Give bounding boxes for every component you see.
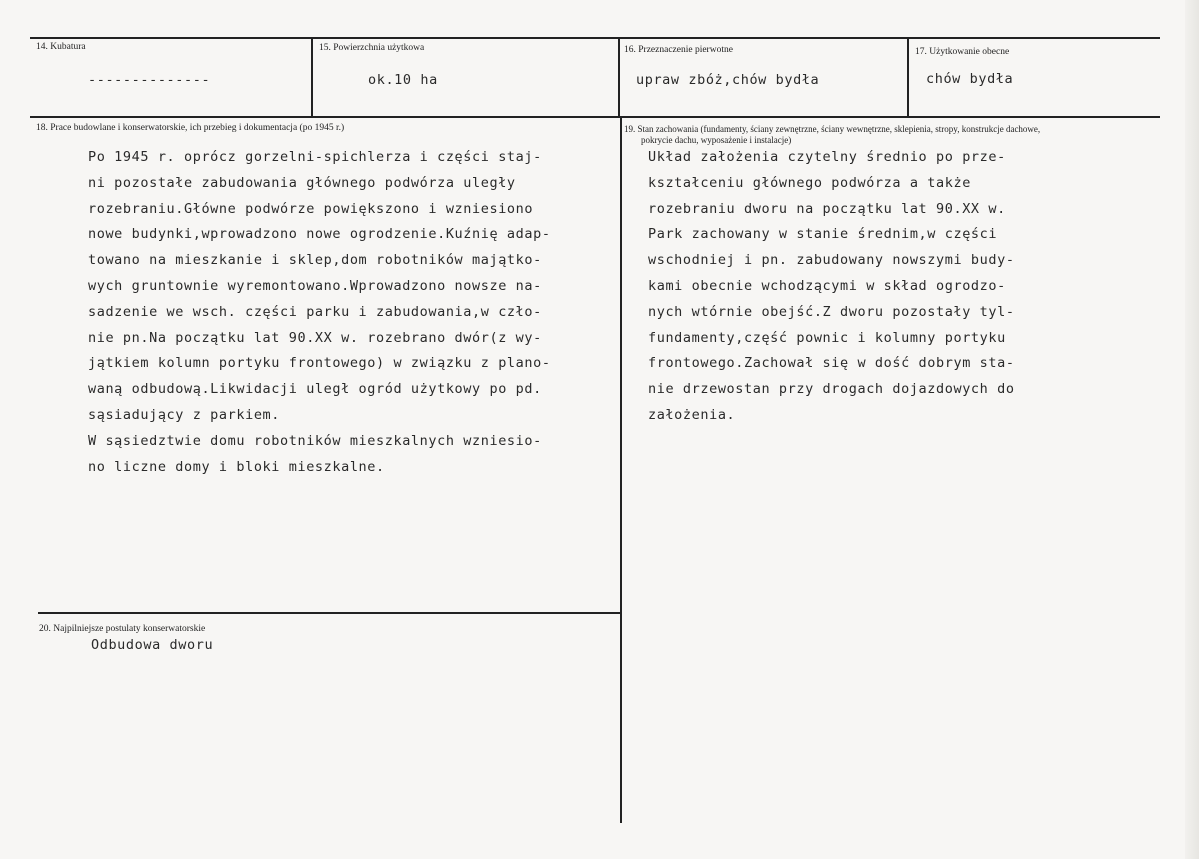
section18-line: no liczne domy i bloki mieszkalne.: [88, 458, 385, 475]
section20-top-line: [38, 612, 622, 614]
section19-line: fundamenty,część pownic i kolumny portyku: [648, 329, 1006, 346]
section20-value: Odbudowa dworu: [91, 637, 214, 653]
section15-label: 15. Powierzchnia użytkowa: [319, 43, 425, 53]
section19-line: Układ założenia czytelny średnio po prze-: [648, 149, 1006, 165]
section18-line: sadzenie we wsch. części parku i zabudowania,w czło-: [88, 303, 542, 320]
section18-line: nie pn.Na początku lat 90.XX w. rozebrano dwór(z wy-: [88, 329, 542, 346]
section18-line: sąsiadujący z parkiem.: [88, 406, 281, 423]
section18-line: waną odbudową.Likwidacji uległ ogród użytkowy po pd.: [88, 381, 542, 398]
section19-text: [648, 145, 1015, 429]
section19-line: wschodniej i pn. zabudowany nowszymi budy-: [648, 252, 1015, 269]
section18-line: towano na mieszkanie i sklep,dom robotników majątko-: [88, 252, 542, 269]
section18-text: [88, 145, 551, 480]
divider-15-16: [618, 37, 620, 118]
section19-line: założenia.: [648, 406, 736, 423]
section18-line: W sąsiedztwie domu robotników mieszkalnych wzniesio-: [88, 432, 542, 449]
section20-label: 20. Najpilniejsze postulaty konserwatorskie: [39, 624, 206, 634]
section19-line: kształceniu głównego podwórza a także: [648, 174, 971, 191]
section18-line: jątkiem kolumn portyku frontowego) w związku z plano-: [88, 355, 551, 372]
row1-bottom-line: [30, 116, 1160, 118]
section18-label: 18. Prace budowlane i konserwatorskie, ich przebieg i dokumentacja (po 1945 r.): [36, 123, 345, 133]
section18-line: wych gruntownie wyremontowano.Wprowadzono nowsze na-: [88, 277, 542, 294]
divider-18-19: [620, 116, 622, 823]
section19-line: nie drzewostan przy drogach dojazdowych do: [648, 381, 1015, 398]
section19-line: kami obecnie wchodzącymi w skład ogrodzo-: [648, 277, 1006, 294]
section18-line: Po 1945 r. oprócz gorzelni-spichlerza i części staj-: [88, 149, 542, 165]
section18-line: rozebraniu.Główne podwórze powiększono i wzniesiono: [88, 200, 534, 217]
divider-14-15: [311, 37, 313, 118]
section19-line: Park zachowany w stanie średnim,w części: [648, 226, 998, 243]
section14-value: --------------: [88, 72, 211, 88]
top-border-line: [30, 37, 1160, 39]
section18-line: ni pozostałe zabudowania głównego podwórza uległy: [88, 174, 516, 191]
section19-line: rozebraniu dworu na początku lat 90.XX w.: [648, 200, 1006, 217]
section17-label: 17. Użytkowanie obecne: [915, 47, 1010, 57]
section16-value: upraw zbóż,chów bydła: [636, 72, 820, 88]
section19-label-line1: 19. Stan zachowania (fundamenty, ściany zewnętrzne, ściany wewnętrzne, sklepienia, stropy, konstrukcje dachowe,: [624, 124, 1041, 134]
section14-label: 14. Kubatura: [36, 42, 86, 52]
card-edge-shadow: [1185, 0, 1199, 859]
section15-value: ok.10 ha: [368, 72, 438, 88]
section19-label-line2: pokrycie dachu, wyposażenie i instalacje): [641, 135, 792, 145]
section16-label: 16. Przeznaczenie pierwotne: [624, 45, 733, 55]
section19-line: nych wtórnie obejść.Z dworu pozostały tyl-: [648, 303, 1015, 320]
section18-line: nowe budynki,wprowadzono nowe ogrodzenie.Kuźnię adap-: [88, 226, 551, 243]
section19-line: frontowego.Zachował się w dość dobrym sta-: [648, 355, 1015, 372]
divider-16-17: [907, 37, 909, 118]
section17-value: chów bydła: [926, 71, 1014, 87]
